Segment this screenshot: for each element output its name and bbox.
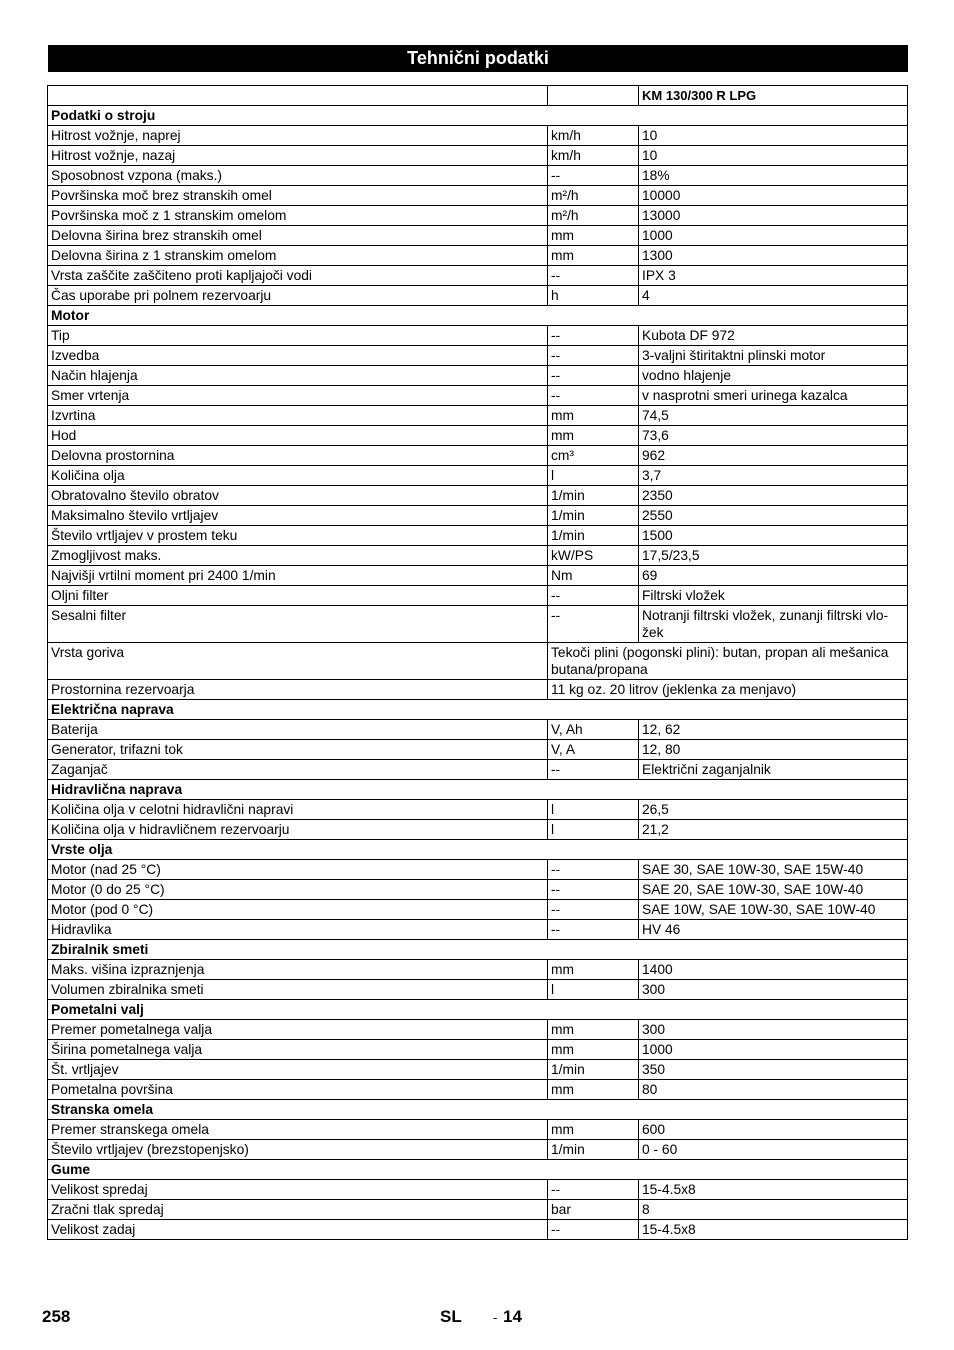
spec-unit: kW/PS	[548, 546, 639, 566]
spec-value: 12, 80	[639, 740, 908, 760]
technical-data-table	[47, 85, 908, 1240]
spec-value: 21,2	[639, 820, 908, 840]
spec-value: 74,5	[639, 406, 908, 426]
spec-label: Širina pometalnega valja	[48, 1040, 548, 1060]
spec-label: Tip	[48, 326, 548, 346]
spec-value: 1000	[639, 1040, 908, 1060]
spec-value: 12, 62	[639, 720, 908, 740]
spec-unit: mm	[548, 1080, 639, 1100]
spec-unit: h	[548, 286, 639, 306]
spec-value: 350	[639, 1060, 908, 1080]
spec-value: 300	[639, 1020, 908, 1040]
sub-page-number: 14	[503, 1307, 522, 1326]
spec-value: IPX 3	[639, 266, 908, 286]
spec-value: 15-4.5x8	[639, 1180, 908, 1200]
section-header-row	[48, 106, 908, 126]
table-row	[48, 760, 908, 780]
spec-value: 17,5/23,5	[639, 546, 908, 566]
table-row	[48, 680, 908, 700]
spec-label: Sposobnost vzpona (maks.)	[48, 166, 548, 186]
spec-label: Delovna širina brez stranskih omel	[48, 226, 548, 246]
table-row	[48, 546, 908, 566]
spec-label: Hidravlika	[48, 920, 548, 940]
spec-value: 15-4.5x8	[639, 1220, 908, 1240]
section-header-row	[48, 1160, 908, 1180]
table-row	[48, 166, 908, 186]
spec-label: Št. vrtljajev	[48, 1060, 548, 1080]
section-title: Stranska omela	[48, 1100, 908, 1120]
table-row	[48, 386, 908, 406]
spec-label: Delovna prostornina	[48, 446, 548, 466]
table-row	[48, 186, 908, 206]
spec-value: 10	[639, 146, 908, 166]
spec-label: Čas uporabe pri polnem rezervoarju	[48, 286, 548, 306]
spec-value: 1300	[639, 246, 908, 266]
spec-unit: km/h	[548, 126, 639, 146]
section-title: Električna naprava	[48, 700, 908, 720]
section-header-row	[48, 306, 908, 326]
spec-label: Izvedba	[48, 346, 548, 366]
spec-unit: --	[548, 606, 639, 643]
spec-unit: m²/h	[548, 186, 639, 206]
spec-value: 2350	[639, 486, 908, 506]
section-title: Motor	[48, 306, 908, 326]
spec-unit: mm	[548, 960, 639, 980]
table-row	[48, 720, 908, 740]
spec-label: Vrsta zaščite zaščiteno proti kapljajoči vodi	[48, 266, 548, 286]
spec-value: 300	[639, 980, 908, 1000]
table-row	[48, 326, 908, 346]
table-row	[48, 1120, 908, 1140]
spec-merged-value: 11 kg oz. 20 litrov (jeklenka za menjavo)	[548, 680, 908, 700]
table-row	[48, 960, 908, 980]
section-header-row	[48, 840, 908, 860]
spec-unit: mm	[548, 1040, 639, 1060]
spec-label: Površinska moč brez stranskih omel	[48, 186, 548, 206]
section-title: Gume	[48, 1160, 908, 1180]
section-header-row	[48, 1100, 908, 1120]
spec-unit: cm³	[548, 446, 639, 466]
spec-label: Baterija	[48, 720, 548, 740]
spec-label: Maks. višina izpraznjenja	[48, 960, 548, 980]
spec-value: 26,5	[639, 800, 908, 820]
table-row	[48, 366, 908, 386]
spec-label: Površinska moč z 1 stranskim omelom	[48, 206, 548, 226]
spec-value: 13000	[639, 206, 908, 226]
table-row	[48, 800, 908, 820]
table-row	[48, 820, 908, 840]
spec-label: Zračni tlak spredaj	[48, 1200, 548, 1220]
spec-unit: l	[548, 466, 639, 486]
spec-label: Motor (nad 25 °C)	[48, 860, 548, 880]
spec-unit: 1/min	[548, 526, 639, 546]
table-row	[48, 1040, 908, 1060]
spec-unit: Nm	[548, 566, 639, 586]
table-row	[48, 1060, 908, 1080]
spec-label: Količina olja v celotni hidravlični napravi	[48, 800, 548, 820]
spec-value: 73,6	[639, 426, 908, 446]
table-row	[48, 1200, 908, 1220]
table-row	[48, 1080, 908, 1100]
spec-label: Premer pometalnega valja	[48, 1020, 548, 1040]
table-row	[48, 1180, 908, 1200]
table-row	[48, 643, 908, 680]
table-row	[48, 446, 908, 466]
footer-separator: -	[493, 1310, 498, 1325]
page-title: Tehnični podatki	[48, 45, 908, 72]
header-empty-label	[48, 86, 548, 106]
spec-label: Generator, trifazni tok	[48, 740, 548, 760]
spec-merged-value: Tekoči plini (pogonski plini): butan, propan ali mešanica butana/propana	[548, 643, 908, 680]
model-name: KM 130/300 R LPG	[639, 86, 908, 106]
spec-unit: mm	[548, 246, 639, 266]
section-header-row	[48, 700, 908, 720]
spec-unit: km/h	[548, 146, 639, 166]
spec-unit: --	[548, 586, 639, 606]
table-row	[48, 860, 908, 880]
spec-unit: --	[548, 166, 639, 186]
table-row	[48, 1140, 908, 1160]
spec-unit: V, Ah	[548, 720, 639, 740]
spec-unit: 1/min	[548, 486, 639, 506]
spec-label: Izvrtina	[48, 406, 548, 426]
spec-value: 69	[639, 566, 908, 586]
spec-value: 962	[639, 446, 908, 466]
table-row	[48, 900, 908, 920]
table-row	[48, 920, 908, 940]
spec-unit: --	[548, 266, 639, 286]
spec-label: Število vrtljajev v prostem teku	[48, 526, 548, 546]
spec-unit: l	[548, 820, 639, 840]
section-header-row	[48, 1000, 908, 1020]
table-row	[48, 246, 908, 266]
spec-label: Delovna širina z 1 stranskim omelom	[48, 246, 548, 266]
page-number: 258	[42, 1307, 71, 1326]
spec-value: v nasprotni smeri urinega kazalca	[639, 386, 908, 406]
spec-label: Velikost zadaj	[48, 1220, 548, 1240]
spec-unit: mm	[548, 406, 639, 426]
spec-value: 10	[639, 126, 908, 146]
spec-label: Sesalni filter	[48, 606, 548, 643]
spec-label: Zmogljivost maks.	[48, 546, 548, 566]
spec-label: Hod	[48, 426, 548, 446]
language-code: SL	[440, 1307, 462, 1326]
spec-label: Smer vrtenja	[48, 386, 548, 406]
table-row	[48, 1220, 908, 1240]
table-row	[48, 526, 908, 546]
spec-label: Količina olja v hidravličnem rezervoarju	[48, 820, 548, 840]
spec-value: 4	[639, 286, 908, 306]
table-row	[48, 740, 908, 760]
table-row	[48, 486, 908, 506]
spec-unit: mm	[548, 226, 639, 246]
table-row	[48, 206, 908, 226]
spec-value: 3-valjni štiritaktni plinski motor	[639, 346, 908, 366]
table-row	[48, 586, 908, 606]
spec-value: 3,7	[639, 466, 908, 486]
spec-unit: --	[548, 920, 639, 940]
spec-label: Hitrost vožnje, nazaj	[48, 146, 548, 166]
spec-label: Volumen zbiralnika smeti	[48, 980, 548, 1000]
spec-unit: --	[548, 386, 639, 406]
section-title: Podatki o stroju	[48, 106, 908, 126]
spec-unit: --	[548, 1220, 639, 1240]
table-row	[48, 226, 908, 246]
table-row	[48, 266, 908, 286]
spec-value: 80	[639, 1080, 908, 1100]
spec-unit: --	[548, 880, 639, 900]
spec-unit: bar	[548, 1200, 639, 1220]
spec-value: 8	[639, 1200, 908, 1220]
spec-value: SAE 30, SAE 10W-30, SAE 15W-40	[639, 860, 908, 880]
header-empty-unit	[548, 86, 639, 106]
spec-unit: 1/min	[548, 1140, 639, 1160]
spec-label: Premer stranskega omela	[48, 1120, 548, 1140]
spec-label: Pometalna površina	[48, 1080, 548, 1100]
spec-unit: --	[548, 860, 639, 880]
spec-label: Količina olja	[48, 466, 548, 486]
spec-value: Filtrski vložek	[639, 586, 908, 606]
section-header-row	[48, 780, 908, 800]
spec-label: Število vrtljajev (brezstopenjsko)	[48, 1140, 548, 1160]
spec-unit: --	[548, 1180, 639, 1200]
section-title: Vrste olja	[48, 840, 908, 860]
spec-label: Vrsta goriva	[48, 643, 548, 680]
spec-value: Električni zaganjalnik	[639, 760, 908, 780]
table-row	[48, 426, 908, 446]
spec-unit: mm	[548, 1120, 639, 1140]
table-row	[48, 466, 908, 486]
spec-value: 0 - 60	[639, 1140, 908, 1160]
spec-unit: 1/min	[548, 1060, 639, 1080]
spec-unit: mm	[548, 1020, 639, 1040]
spec-unit: --	[548, 326, 639, 346]
spec-label: Motor (pod 0 °C)	[48, 900, 548, 920]
spec-unit: mm	[548, 426, 639, 446]
spec-label: Velikost spredaj	[48, 1180, 548, 1200]
spec-value: Notranji filtrski vložek, zunanji filtrski vlo-žek	[639, 606, 908, 643]
spec-value: 18%	[639, 166, 908, 186]
table-row	[48, 606, 908, 643]
spec-unit: --	[548, 900, 639, 920]
table-row	[48, 1020, 908, 1040]
table-row	[48, 286, 908, 306]
spec-value: 2550	[639, 506, 908, 526]
table-row	[48, 566, 908, 586]
spec-label: Najvišji vrtilni moment pri 2400 1/min	[48, 566, 548, 586]
section-title: Hidravlična naprava	[48, 780, 908, 800]
spec-unit: V, A	[548, 740, 639, 760]
spec-value: 10000	[639, 186, 908, 206]
spec-value: SAE 20, SAE 10W-30, SAE 10W-40	[639, 880, 908, 900]
spec-label: Hitrost vožnje, naprej	[48, 126, 548, 146]
spec-label: Zaganjač	[48, 760, 548, 780]
spec-value: 600	[639, 1120, 908, 1140]
spec-unit: --	[548, 366, 639, 386]
spec-value: HV 46	[639, 920, 908, 940]
spec-value: Kubota DF 972	[639, 326, 908, 346]
spec-value: 1400	[639, 960, 908, 980]
spec-value: vodno hlajenje	[639, 366, 908, 386]
section-title: Zbiralnik smeti	[48, 940, 908, 960]
spec-label: Obratovalno število obratov	[48, 486, 548, 506]
spec-unit: 1/min	[548, 506, 639, 526]
spec-unit: --	[548, 346, 639, 366]
table-row	[48, 980, 908, 1000]
spec-label: Način hlajenja	[48, 366, 548, 386]
section-header-row	[48, 940, 908, 960]
spec-unit: --	[548, 760, 639, 780]
spec-value: SAE 10W, SAE 10W-30, SAE 10W-40	[639, 900, 908, 920]
spec-value: 1500	[639, 526, 908, 546]
spec-label: Maksimalno število vrtljajev	[48, 506, 548, 526]
section-title: Pometalni valj	[48, 1000, 908, 1020]
spec-unit: l	[548, 800, 639, 820]
table-row	[48, 346, 908, 366]
spec-label: Motor (0 do 25 °C)	[48, 880, 548, 900]
spec-unit: m²/h	[548, 206, 639, 226]
table-row	[48, 126, 908, 146]
table-row	[48, 880, 908, 900]
table-header-row	[48, 86, 908, 106]
table-row	[48, 146, 908, 166]
table-row	[48, 506, 908, 526]
spec-value: 1000	[639, 226, 908, 246]
table-row	[48, 406, 908, 426]
spec-unit: l	[548, 980, 639, 1000]
spec-label: Prostornina rezervoarja	[48, 680, 548, 700]
spec-label: Oljni filter	[48, 586, 548, 606]
